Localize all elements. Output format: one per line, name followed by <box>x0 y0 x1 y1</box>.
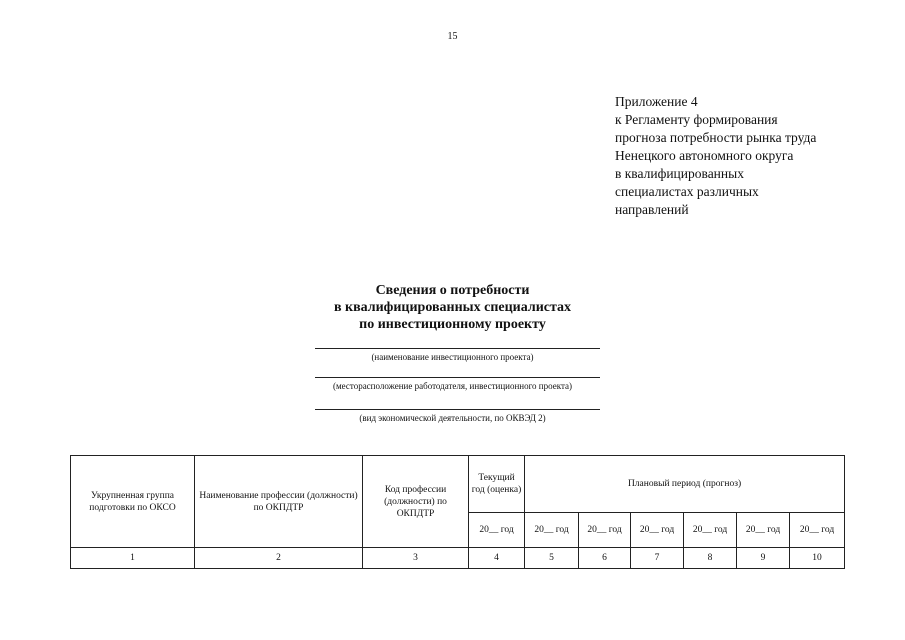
column-number: 2 <box>195 548 363 569</box>
appendix-line: прогноза потребности рынка труда <box>615 130 817 145</box>
year-cell-planned: 20__ год <box>631 513 684 548</box>
title-line: по инвестиционному проекту <box>359 317 546 332</box>
year-cell-planned: 20__ год <box>525 513 579 548</box>
appendix-line: направлений <box>615 202 689 217</box>
year-cell-planned: 20__ год <box>790 513 845 548</box>
title-line: Сведения о потребности <box>375 283 530 298</box>
appendix-line: специалистах различных <box>615 184 759 199</box>
appendix-line: к Регламенту формирования <box>615 112 778 127</box>
column-number: 7 <box>631 548 684 569</box>
project-name-caption: (наименование инвестиционного проекта) <box>371 352 534 362</box>
column-number: 8 <box>684 548 737 569</box>
document-title <box>0 282 905 333</box>
project-name-field[interactable] <box>315 348 600 349</box>
needs-table <box>70 455 845 569</box>
column-number: 9 <box>737 548 790 569</box>
header-profession-name: Наименование профессии (должности) по ОКПДТР <box>195 456 363 548</box>
year-cell-planned: 20__ год <box>737 513 790 548</box>
column-number: 1 <box>71 548 195 569</box>
column-number: 5 <box>525 548 579 569</box>
activity-field[interactable] <box>315 409 600 410</box>
header-planned-period: Плановый период (прогноз) <box>525 456 845 513</box>
location-field[interactable] <box>315 377 600 378</box>
title-line: в квалифицированных специалистах <box>333 300 572 315</box>
appendix-line: в квалифицированных <box>615 166 744 181</box>
header-okso-group: Укрупненная группа подготовки по ОКСО <box>71 456 195 548</box>
column-number: 3 <box>363 548 469 569</box>
header-current-year: Текущий год (оценка) <box>469 456 525 513</box>
page-number: 15 <box>447 31 458 42</box>
location-caption: (месторасположение работодателя, инвестиционного проекта) <box>332 381 573 391</box>
column-number: 10 <box>790 548 845 569</box>
year-cell-current: 20__ год <box>469 513 525 548</box>
year-cell-planned: 20__ год <box>684 513 737 548</box>
appendix-line: Приложение 4 <box>615 94 698 109</box>
appendix-note <box>615 93 885 219</box>
appendix-line: Ненецкого автономного округа <box>615 148 794 163</box>
year-cell-planned: 20__ год <box>579 513 631 548</box>
activity-caption: (вид экономической деятельности, по ОКВЭД 2) <box>359 413 546 423</box>
column-number: 6 <box>579 548 631 569</box>
column-number: 4 <box>469 548 525 569</box>
header-profession-code: Код профессии (должности) по ОКПДТР <box>363 456 469 548</box>
